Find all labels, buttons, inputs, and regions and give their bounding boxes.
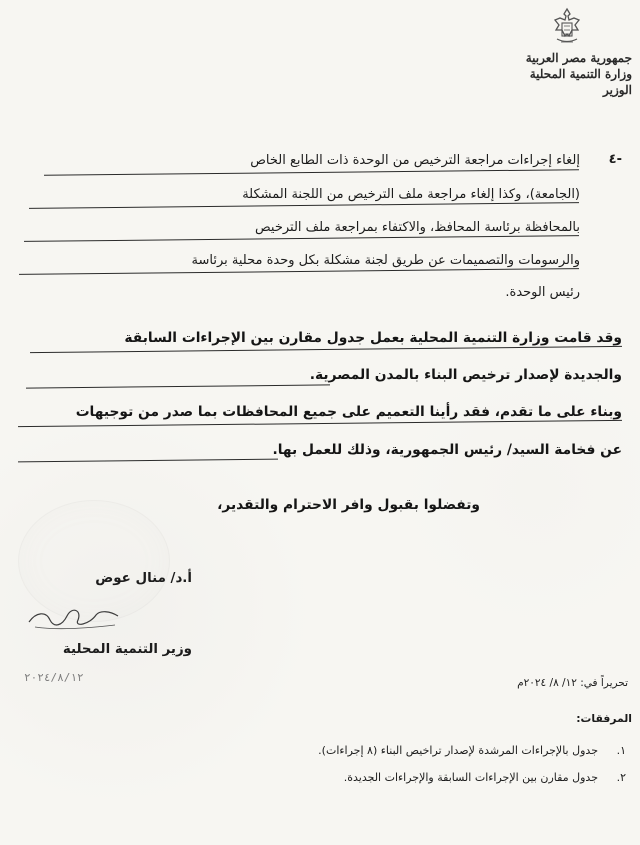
body-line: وبناء على ما تقدم، فقد رأينا التعميم على جميع المحافظات بما صدر من توجيهات	[75, 404, 622, 420]
minister-title: الوزير	[603, 83, 632, 97]
handwritten-underline	[44, 169, 579, 176]
attachment-text: جدول مقارن بين الإجراءات السابقة والإجراءات الجديدة.	[343, 771, 598, 784]
point-line: بالمحافظة برئاسة المحافظ، والاكتفاء بمراجعة ملف الترخيص	[254, 220, 580, 235]
body-line: وقد قامت وزارة التنمية المحلية بعمل جدول مقارن بين الإجراءات السابقة	[124, 330, 622, 346]
body-line: والجديدة لإصدار ترخيص البناء بالمدن المصرية.	[309, 367, 622, 383]
handwritten-underline	[26, 384, 330, 388]
attachment-number: ٢.	[616, 771, 626, 784]
minister-title-signature: وزير التنمية المحلية	[62, 642, 192, 657]
point-line: رئيس الوحدة.	[505, 285, 580, 300]
attachments-heading: المرفقات:	[576, 712, 632, 725]
handwritten-signature-icon	[24, 598, 124, 634]
closing-line: وتفضلوا بقبول وافر الاحترام والتقدير،	[217, 497, 480, 513]
eagle-emblem-icon	[550, 6, 584, 48]
country-name: جمهورية مصر العربية	[525, 51, 632, 65]
header-text-block	[512, 50, 632, 98]
reference-number: ٢٠٢٤/٨/١٢	[24, 671, 84, 684]
point-number: ٤-	[608, 152, 622, 167]
minister-name: أ.د/ منال عوض	[95, 571, 192, 586]
point-line: إلغاء إجراءات مراجعة الترخيص من الوحدة ذات الطابع الخاص	[250, 153, 580, 168]
body-line: عن فخامة السيد/ رئيس الجمهورية، وذلك للعمل بها.	[272, 442, 622, 458]
issue-date: تحريراً في: ١٢/ ٨/ ٢٠٢٤م	[517, 677, 628, 689]
point-line: (الجامعة)، وكذا إلغاء مراجعة ملف الترخيص من اللجنة المشكلة	[242, 187, 580, 202]
point-line: والرسومات والتصميمات عن طريق لجنة مشكلة بكل وحدة محلية برئاسة	[191, 253, 580, 268]
attachment-text: جدول بالإجراءات المرشدة لإصدار تراخيص البناء (٨ إجراءات).	[318, 744, 598, 757]
ministry-name: وزارة التنمية المحلية	[529, 67, 632, 81]
attachment-number: ١.	[616, 744, 626, 757]
